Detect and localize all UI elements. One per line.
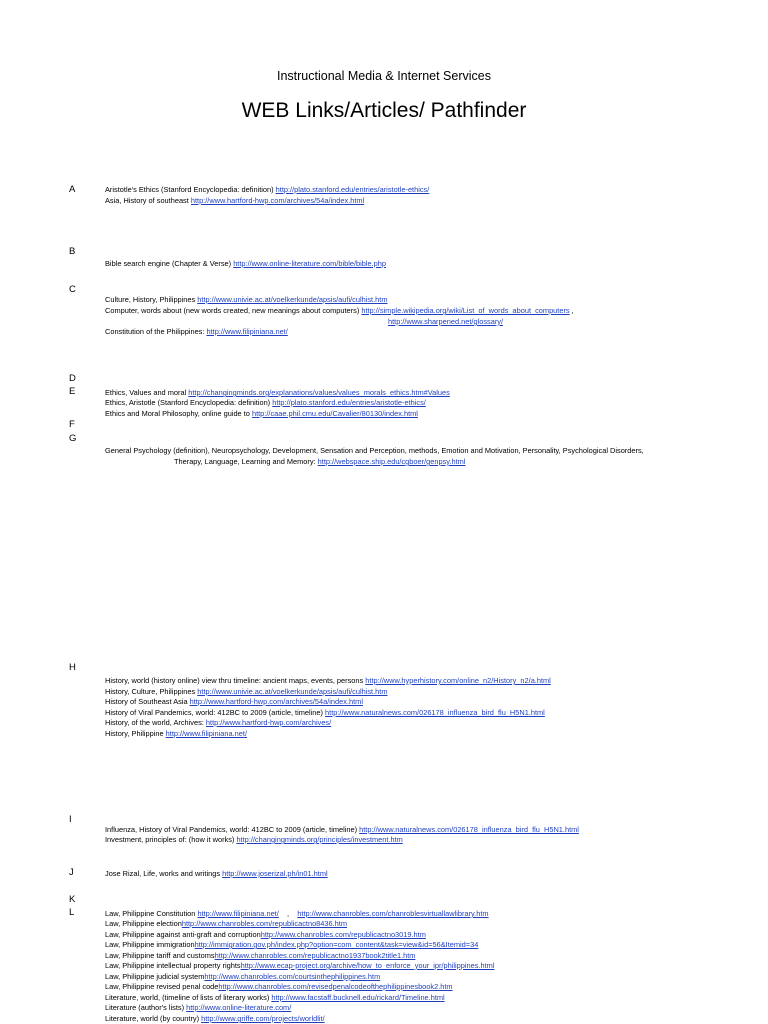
list-item xyxy=(105,398,426,408)
entry-label: Culture, History, Philippines xyxy=(105,295,198,304)
entry-label: History of Viral Pandemics, world: 412BC to 2009 (article, timeline) xyxy=(105,708,326,717)
list-item xyxy=(105,697,363,707)
section-letter-e: E xyxy=(69,386,76,397)
entry-label: Law, Philippine Constitution xyxy=(105,909,198,918)
web-link[interactable]: http://webspace.ship.edu/cgboer/genpsy.html xyxy=(317,457,466,466)
entry-label: Investment, principles of: (how it works) xyxy=(105,835,237,844)
web-link[interactable]: http://www.filipiniana.net/ xyxy=(165,729,247,738)
entry-label: General Psychology (definition), Neuropsychology, Development, Sensation and Perception, methods, Emotion and Motivation, Personality, Psychological Disorders, xyxy=(105,446,644,455)
section-letter-b: B xyxy=(69,246,76,257)
list-item xyxy=(105,327,288,337)
entry-label: Literature, world, (timeline of lists of literary works) xyxy=(105,993,272,1002)
list-item xyxy=(105,446,644,456)
web-link[interactable]: http://www.naturalnews.com/026178_influenza_bird_flu_H5N1.html xyxy=(325,708,545,717)
web-link[interactable]: http://changingminds.org/principles/investment.htm xyxy=(236,835,403,844)
list-item xyxy=(105,1003,291,1013)
entry-label: Computer, words about (new words created, new meanings about computers) xyxy=(105,306,362,315)
web-link[interactable]: http://www.hartford-hwp.com/archives/54a/index.html xyxy=(190,196,365,205)
entry-suffix: , xyxy=(569,306,574,315)
entry-label: Jose Rizal, Life, works and writings xyxy=(105,869,223,878)
list-item xyxy=(105,295,387,305)
web-link[interactable]: http://www.hartford-hwp.com/archives/ xyxy=(205,718,332,727)
list-item xyxy=(105,940,478,950)
web-link[interactable]: http://www.chanrobles.com/republicactno3019.htm xyxy=(260,930,426,939)
web-link[interactable]: http://plato.stanford.edu/entries/aristotle-ethics/ xyxy=(272,398,426,407)
web-link[interactable]: http://www.naturalnews.com/026178_influenza_bird_flu_H5N1.html xyxy=(359,825,579,834)
entry-label: Law, Philippine immigration xyxy=(105,940,195,949)
section-letter-j: J xyxy=(69,867,74,878)
list-item xyxy=(105,259,386,269)
entry-label: Ethics, Values and moral xyxy=(105,388,189,397)
web-link[interactable]: http://www.chanrobles.com/republicactno8436.htm xyxy=(181,919,347,928)
web-link[interactable]: http://www.chanrobles.com/revisedpenalcodeofthephilippinesbook2.htm xyxy=(218,982,453,991)
entry-label: Law, Philippine against anti-graft and corruption xyxy=(105,930,261,939)
entry-label: History, world (history online) view thru timeline: ancient maps, events, persons xyxy=(105,676,366,685)
entry-label: History of Southeast Asia xyxy=(105,697,190,706)
list-item xyxy=(105,687,387,697)
entry-label: Influenza, History of Viral Pandemics, world: 412BC to 2009 (article, timeline) xyxy=(105,825,360,834)
web-link[interactable]: http://www.univie.ac.at/voelkerkunde/apsis/aufi/culhist.htm xyxy=(197,687,388,696)
section-letter-f: F xyxy=(69,419,75,430)
list-item xyxy=(174,457,465,467)
section-letter-g: G xyxy=(69,433,77,444)
entry-label: Law, Philippine tariff and customs xyxy=(105,951,215,960)
entry-label: History, of the world, Archives: xyxy=(105,718,206,727)
entry-label: History, Culture, Philippines xyxy=(105,687,198,696)
web-link[interactable]: http://www.ecap-project.org/archive/how_to_enforce_your_ipr/philippines.html xyxy=(240,961,495,970)
entry-label: Literature, world (by country) xyxy=(105,1014,202,1023)
web-link[interactable]: http://www.chanrobles.com/republicactno1937book2title1.htm xyxy=(214,951,416,960)
list-item xyxy=(105,185,429,195)
web-link[interactable]: http://www.univie.ac.at/voelkerkunde/apsis/aufi/culhist.htm xyxy=(197,295,388,304)
web-link[interactable]: http://www.chanrobles.com/chanroblesvirtuallawlibrary.htm xyxy=(297,909,489,918)
entry-label: Aristotle's Ethics (Stanford Encyclopedia: definition) xyxy=(105,185,276,194)
list-item xyxy=(105,919,347,929)
entry-label: Law, Philippine revised penal code xyxy=(105,982,219,991)
web-link[interactable]: http://www.filipiniana.net/ xyxy=(206,327,288,336)
section-letter-h: H xyxy=(69,662,76,673)
web-link[interactable]: http://www.online-literature.com/ xyxy=(186,1003,292,1012)
web-link[interactable]: http://simple.wikipedia.org/wiki/List_of_words_about_computers xyxy=(361,306,570,315)
list-item xyxy=(105,993,445,1003)
list-item xyxy=(105,1014,325,1024)
web-link[interactable]: http://www.hartford-hwp.com/archives/54a/index.html xyxy=(189,697,363,706)
list-item xyxy=(105,909,489,919)
list-item xyxy=(105,306,574,316)
list-item xyxy=(105,982,453,992)
entry-label: Literature (author's lists) xyxy=(105,1003,187,1012)
page-title: WEB Links/Articles/ Pathfinder xyxy=(241,99,527,122)
list-item xyxy=(105,708,545,718)
entry-label: Ethics, Aristotle (Stanford Encyclopedia: definition) xyxy=(105,398,273,407)
web-link[interactable]: http://www.joserizal.ph/in01.html xyxy=(222,869,328,878)
web-link[interactable]: http://www.online-literature.com/bible/bible.php xyxy=(233,259,387,268)
entry-label: Law, Philippine election xyxy=(105,919,182,928)
list-item xyxy=(105,388,450,398)
list-item xyxy=(105,409,418,419)
entry-separator: , xyxy=(278,909,298,918)
entry-label: Therapy, Language, Learning and Memory: xyxy=(174,457,318,466)
web-link[interactable]: http://www.hyperhistory.com/online_n2/History_n2/a.html xyxy=(365,676,551,685)
web-link[interactable]: http://www.filipiniana.net/ xyxy=(197,909,279,918)
list-item xyxy=(105,729,247,739)
entry-label: Ethics and Moral Philosophy, online guide to xyxy=(105,409,252,418)
list-item xyxy=(105,835,403,845)
list-item xyxy=(105,718,331,728)
list-item xyxy=(105,869,328,879)
section-letter-k: K xyxy=(69,894,76,905)
web-link[interactable]: http://www.chanrobles.com/courtsinthephilippines.htm xyxy=(204,972,381,981)
web-link[interactable]: http://www.sharpened.net/glossary/ xyxy=(388,317,504,326)
list-item xyxy=(105,196,364,206)
web-link[interactable]: http://www.facstaff.bucknell.edu/rickard/Timeline.html xyxy=(271,993,445,1002)
list-item xyxy=(105,972,380,982)
list-item xyxy=(105,825,579,835)
section-letter-l: L xyxy=(69,907,75,918)
entry-label: History, Philippine xyxy=(105,729,166,738)
section-letter-c: C xyxy=(69,284,76,295)
web-link[interactable]: http://immigration.gov.ph/index.php?option=com_content&task=view&id=56&Itemid=34 xyxy=(194,940,479,949)
list-item xyxy=(105,930,426,940)
list-item xyxy=(388,317,503,327)
entry-label: Bible search engine (Chapter & Verse) xyxy=(105,259,234,268)
section-letter-d: D xyxy=(69,373,76,384)
list-item xyxy=(105,951,415,961)
web-link[interactable]: http://caae.phil.cmu.edu/Cavalier/80130/index.html xyxy=(251,409,418,418)
entry-label: Law, Philippine judicial system xyxy=(105,972,205,981)
entry-label: Constitution of the Philippines: xyxy=(105,327,207,336)
list-item xyxy=(105,961,494,971)
page-org-header: Instructional Media & Internet Services xyxy=(277,69,491,83)
entry-label: Law, Philippine intellectual property rights xyxy=(105,961,241,970)
web-link[interactable]: http://plato.stanford.edu/entries/aristotle-ethics/ xyxy=(275,185,430,194)
web-link[interactable]: http://changingminds.org/explanations/values/values_morals_ethics.htm#Values xyxy=(188,388,450,397)
entry-label: Asia, History of southeast xyxy=(105,196,191,205)
section-letter-a: A xyxy=(69,184,76,195)
section-letter-i: I xyxy=(69,814,72,825)
web-link[interactable]: http://www.griffe.com/projects/worldlit/ xyxy=(201,1014,325,1023)
list-item xyxy=(105,676,551,686)
